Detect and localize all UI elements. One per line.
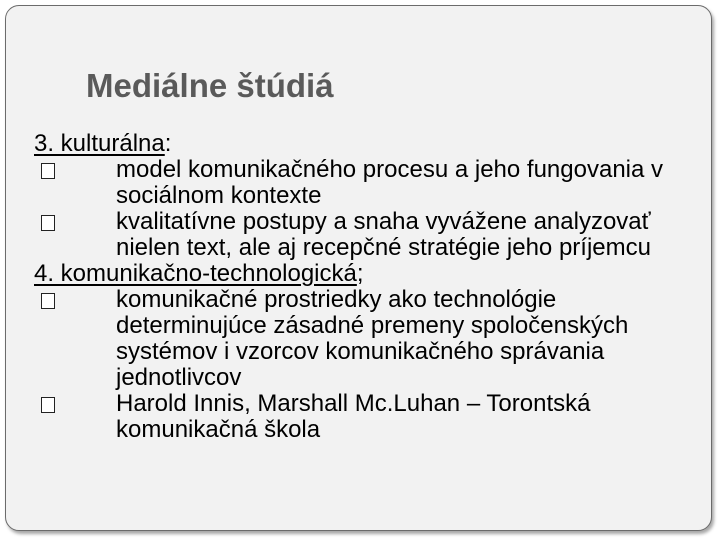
square-box-icon <box>41 215 55 231</box>
slide-frame <box>5 5 712 531</box>
list-item <box>34 391 704 443</box>
section-heading-cultural <box>34 131 704 157</box>
section-heading-technological <box>34 261 704 287</box>
bullet-list-technological <box>34 287 704 443</box>
section-label: 4. komunikačno-technologická <box>34 260 357 287</box>
square-box-icon <box>41 293 55 309</box>
section-label: 3. kulturálna <box>34 130 165 157</box>
bullet-text: Harold Innis, Marshall Mc.Luhan – Torontská komunikačná škola <box>116 390 591 443</box>
section-punct: ; <box>356 260 364 287</box>
square-box-icon <box>41 397 55 413</box>
section-punct: : <box>164 130 172 157</box>
bullet-text: komunikačné prostriedky ako technológie determinujúce zásadné premeny spoločenských systémov i vzorcov komunikačného správania jednotlivcov <box>116 286 629 391</box>
list-item <box>34 157 704 209</box>
bullet-list-cultural <box>34 157 704 261</box>
slide-title: Mediálne štúdiá <box>86 67 334 104</box>
list-item <box>34 287 704 391</box>
bullet-text: model komunikačného procesu a jeho fungovania v sociálnom kontexte <box>116 156 664 209</box>
square-box-icon <box>41 163 55 179</box>
bullet-text: kvalitatívne postupy a snaha vyvážene analyzovať nielen text, ale aj recepčné stratégie jeho príjemcu <box>116 208 651 261</box>
slide-content <box>34 131 704 443</box>
list-item <box>34 209 704 261</box>
